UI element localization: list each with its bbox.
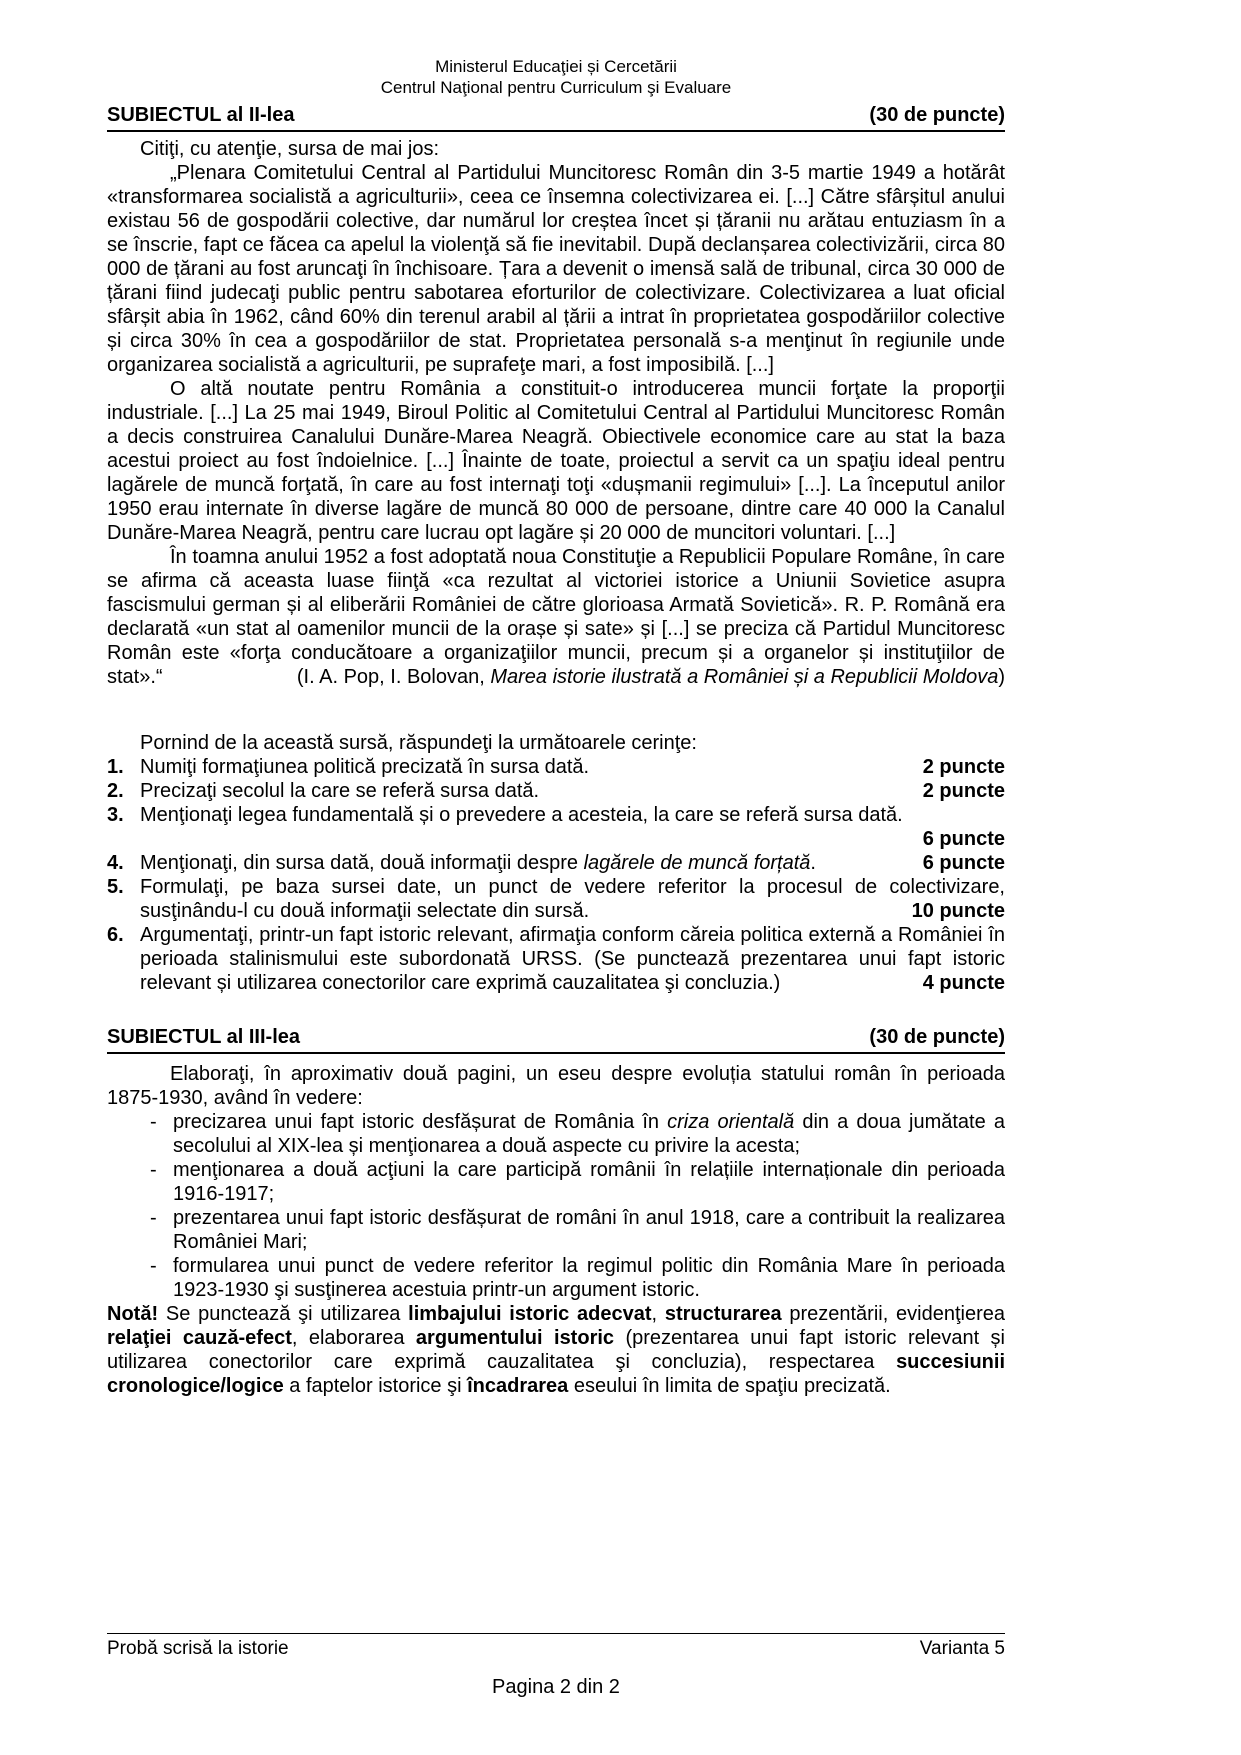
question-points: 2 puncte: [922, 756, 1005, 778]
question-points: 10 puncte: [911, 900, 1005, 922]
text-segment: Precizaţi secolul la care se referă sursa dată.: [140, 780, 540, 802]
bullet-text: [173, 1158, 1005, 1206]
text-segment: Notă!: [107, 1303, 159, 1325]
bullet-dash: -: [150, 1111, 157, 1133]
subject2-intro: Citiţi, cu atenţie, sursa de mai jos:: [140, 138, 440, 160]
text-segment: relaţiei cauză-efect: [107, 1327, 292, 1349]
bullet-dash: -: [150, 1255, 157, 1277]
question-body: [140, 779, 1005, 803]
text-segment: Argumentaţi, printr-un fapt istoric relevant, afirmaţia conform căreia politica externă a României în perioada stalinismului este subordonată URSS. (Se punctează prezentarea unui fapt istoric relevant și utilizarea conectorilor care exprimă cauzalitatea şi concluzia.): [140, 924, 1005, 994]
question-points: 2 puncte: [922, 780, 1005, 802]
text-segment: structurarea: [664, 1303, 782, 1325]
question-points: 6 puncte: [922, 828, 1005, 850]
subject3-intro: Elaboraţi, în aproximativ două pagini, un eseu despre evoluția statului român în perioada 1875-1930, având în vedere:: [107, 1063, 1005, 1109]
task-intro: Pornind de la această sursă, răspundeţi la următoarele cerinţe:: [140, 732, 697, 754]
text-segment: prezentării, evidenţierea: [781, 1303, 1005, 1325]
essay-requirement-3: [150, 1206, 1005, 1254]
subject3-title: SUBIECTUL al III-lea: [107, 1026, 301, 1048]
text-segment: din a doua jumătate a secolului al XIX-lea și menţionarea a două aspecte cu privire la acesta;: [173, 1111, 1005, 1157]
source-paragraph-3-text: În toamna anului 1952 a fost adoptată noua Constituţie a Republicii Populare Române, în care se afirma că aceasta luase fiinţă «ca rezultat al victoriei istorice a Uniunii Sovietice asupra fascismului german și al eliberării României de către glorioasa Armată Sovietică». R. P. Română era declarată «un stat al oamenilor muncii de la orașe și sate» și [...] se preciza că Partidul Muncitoresc Român este «forţa conducătoare a organizaţiilor muncii, precum și a organelor și instituţiilor de stat».“: [107, 546, 1005, 688]
text-segment: încadrarea: [467, 1375, 569, 1397]
text-segment: (prezentarea unui fapt istoric relevant și utilizarea conectorilor care exprimă cauzalitatea şi concluzia), respectarea: [107, 1327, 1006, 1373]
text-segment: Se punctează şi utilizarea: [158, 1303, 409, 1325]
question-item-6: [107, 923, 1005, 995]
essay-requirement-2: [150, 1158, 1005, 1206]
question-body: [140, 755, 1005, 779]
text-segment: Menţionaţi legea fundamentală și o prevedere a acesteia, la care se referă sursa dată.: [140, 804, 903, 826]
text-segment: lagărele de muncă forțată: [583, 852, 811, 874]
footer-variant: Varianta 5: [919, 1638, 1005, 1659]
text-segment: (I. A. Pop, I. Bolovan,: [296, 666, 491, 688]
text-segment: ,: [651, 1303, 665, 1325]
question-text: [140, 924, 1005, 994]
question-number: 5.: [107, 876, 124, 898]
text-segment: criza orientală: [667, 1111, 795, 1133]
center-name: Centrul Naţional pentru Curriculum şi Evaluare: [380, 78, 732, 97]
source-paragraph-3: [107, 545, 1005, 689]
essay-requirement-4: [150, 1254, 1005, 1302]
bullet-text: [173, 1206, 1005, 1254]
question-text: [140, 804, 903, 826]
footer-rule-row: [107, 1633, 1005, 1661]
document-header: [107, 56, 1005, 98]
question-body: [140, 875, 1005, 923]
text-segment: Formulaţi, pe baza sursei date, un punct de vedere referitor la procesul de colectivizare, susţinându-l cu două informaţii selectate din sursă.: [140, 876, 1005, 922]
footer-exam-name: Probă scrisă la istorie: [107, 1638, 289, 1659]
question-item-4: [107, 851, 1005, 875]
text-segment: Marea istorie ilustrată a României și a Republicii Moldova: [490, 666, 999, 688]
question-number: 1.: [107, 756, 124, 778]
question-number: 2.: [107, 780, 124, 802]
question-text: [140, 852, 816, 874]
subject3-points: (30 de puncte): [869, 1026, 1005, 1048]
page-footer: [107, 1633, 1005, 1699]
question-item-5: [107, 875, 1005, 923]
text-segment: menţionarea a două acţiuni la care participă românii în relațiile internaționale din perioada 1916-1917;: [173, 1159, 1005, 1205]
text-segment: argumentului istoric: [415, 1327, 615, 1349]
question-number: 6.: [107, 924, 124, 946]
subject2-title: SUBIECTUL al II-lea: [107, 104, 295, 126]
question-text: [140, 780, 539, 802]
text-segment: ): [998, 666, 1005, 688]
text-segment: Numiţi formaţiunea politică precizată în sursa dată.: [140, 756, 590, 778]
bullet-text: [173, 1110, 1005, 1158]
source-paragraph-1: „Plenara Comitetului Central al Partidului Muncitoresc Român din 3-5 martie 1949 a hotărât «transformarea socialistă a agriculturii», ceea ce însemna colectivizarea ei. [...] Către sfârșitul anului existau 56 de gospodării colective, dar numărul lor creștea încet și țăranii nu arătau entuziasm în a se înscrie, fapt ce făcea ca apelul la violenţă să fie inevitabil. După declanșarea colectivizării, circa 80 000 de țărani au fost aruncaţi în închisoare. Țara a devenit o imensă sală de tribunal, circa 30 000 de țărani fiind judecaţi public pentru sabotarea eforturilor de colectivizare. Colectivizarea a luat oficial sfârșit abia în 1962, când 60% din terenul arabil al țării a intrat în proprietatea gospodăriilor colective și circa 30% în cea a gospodăriilor de stat. Proprietatea personală s-a menţinut în regiunile unde organizarea socialistă a agriculturii, pe suprafeţe mari, a fost imposibilă. [...]: [107, 162, 1005, 376]
text-segment: prezentarea unui fapt istoric desfășurat de români în anul 1918, care a contribuit la realizarea României Mari;: [173, 1207, 1005, 1253]
question-item-2: [107, 779, 1005, 803]
question-body: [140, 851, 1005, 875]
essay-requirement-1: [150, 1110, 1005, 1158]
text-segment: , elaborarea: [291, 1327, 416, 1349]
scoring-note: [107, 1302, 1005, 1398]
question-body: [140, 923, 1005, 995]
bullet-dash: -: [150, 1207, 157, 1229]
text-segment: succesiunii cronologice/logice: [107, 1351, 1005, 1397]
subject3-heading: [107, 1025, 1005, 1054]
text-segment: .: [810, 852, 816, 874]
subject2-points: (30 de puncte): [869, 104, 1005, 126]
question-number: 3.: [107, 804, 124, 826]
text-segment: limbajului istoric adecvat: [408, 1303, 652, 1325]
subject2-heading: [107, 103, 1005, 132]
question-points: 6 puncte: [922, 852, 1005, 874]
question-body: [140, 803, 1005, 851]
text-segment: precizarea unui fapt istoric desfășurat de România în: [173, 1111, 668, 1133]
page-number: Pagina 2 din 2: [492, 1676, 620, 1698]
text-segment: Menţionaţi, din sursa dată, două informaţii despre: [140, 852, 584, 874]
text-segment: formularea unui punct de vedere referitor la regimul politic din România Mare în perioada 1923-1930 şi susţinerea acestuia printr-un argument istoric.: [173, 1255, 1005, 1301]
text-segment: a faptelor istorice şi: [283, 1375, 468, 1397]
question-text: [140, 756, 589, 778]
bullet-text: [173, 1254, 1005, 1302]
question-points: 4 puncte: [922, 972, 1005, 994]
text-segment: eseului în limita de spaţiu precizată.: [568, 1375, 891, 1397]
question-item-3: [107, 803, 1005, 851]
bullet-dash: -: [150, 1159, 157, 1181]
question-number: 4.: [107, 852, 124, 874]
question-item-1: [107, 755, 1005, 779]
source-attribution: [234, 665, 1005, 689]
source-paragraph-2: O altă noutate pentru România a constituit-o introducerea muncii forţate la proporţii industriale. [...] La 25 mai 1949, Biroul Politic al Comitetului Central al Partidului Muncitoresc Român a decis construirea Canalului Dunăre-Marea Neagră. Obiectivele economice care au stat la baza acestui proiect au fost îndoielnice. [...] Înainte de toate, proiectul a servit ca un spaţiu ideal pentru lagărele de muncă forţată, în care au fost internaţi toţi «dușmanii regimului» [...]. La începutul anilor 1950 erau internate în diverse lagăre de muncă 80 000 de persoane, dintre care 40 000 la Canalul Dunăre-Marea Neagră, pentru care lucrau opt lagăre și 20 000 de muncitori voluntari. [...]: [107, 378, 1005, 544]
question-text: [140, 876, 1005, 922]
ministry-name: Ministerul Educaţiei și Cercetării: [435, 57, 677, 76]
